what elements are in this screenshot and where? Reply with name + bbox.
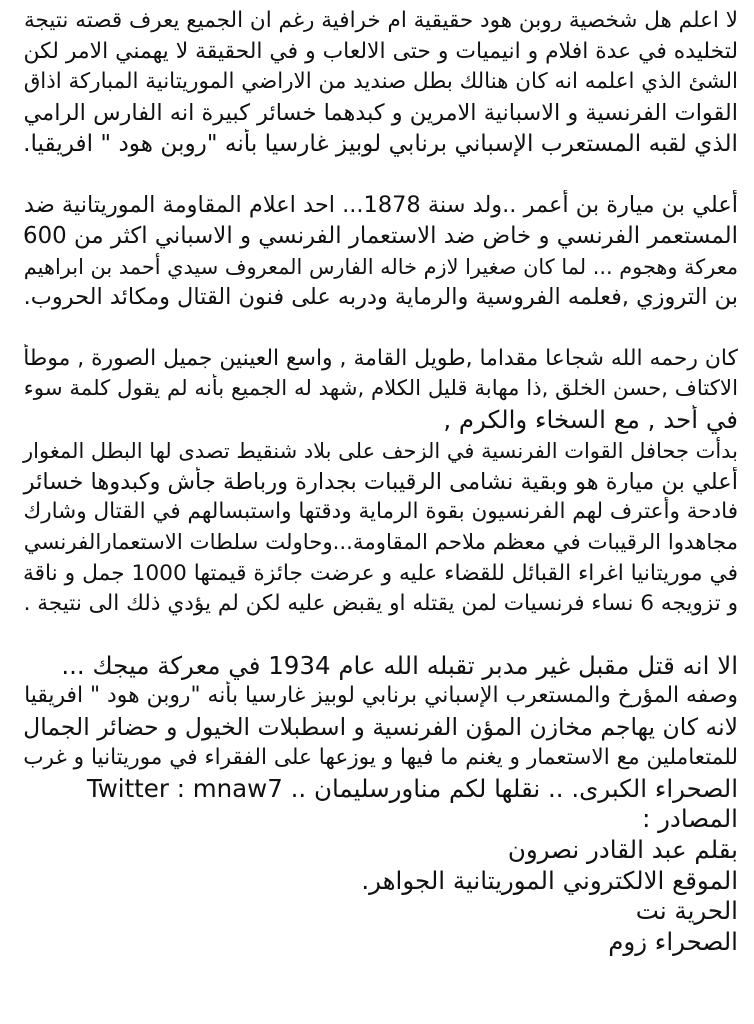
text-line: الاكتاف ,حسن الخلق ,ذا مهابة قليل الكلام ,شهد له الجميع بأنه لم يقول كلمة سوء [23,376,738,402]
text-line: للمتعاملين مع الاستعمار و يغنم ما فيها و يوزعها على الفقراء في موريتانيا و غرب [23,744,738,770]
text-line: و تزويجه 6 نساء فرنسيات لمن يقتله او يقبض عليه لكن لم يؤدي ذلك الى نتيجة . [23,591,738,617]
text-line: الصحراء الكبرى. .. نقلها لكم مناورسليمان .. Twitter : mnaw7 [86,773,738,803]
text-line: المصادر : [642,804,738,834]
paragraph-spacer [16,160,738,191]
text-line: بن التروزي ,فعلمه الفروسية والرماية ودربه على فنون القتال ومكائد الحروب. [23,284,738,311]
text-line: كان رحمه الله شجاعا مقداما ,طويل القامة , واسع العينين جميل الصورة , موطأ [23,345,738,371]
text-line: لا اعلم هل شخصية روبن هود حقيقية ام خرافية رغم ان الجميع يعرف قصته نتيجة [24,8,738,33]
paragraph [16,190,738,313]
text-line: أعلي بن ميارة بن أعمر ..ولد سنة 1878... احد اعلام المقاومة الموريتانية ضد [23,192,738,219]
text-line: الا انه قتل مقبل غير مدبر تقبله الله عام 1934 في معركة ميجك ... [61,650,738,680]
text-line: معركة وهجوم ... لما كان صغيرا لازم خاله الفارس المعروف سيدي أحمد بن ابراهيم [23,254,738,279]
text-line: في أحد , مع السخاء والكرم , [443,405,738,435]
document-body [16,6,738,958]
text-line: مجاهدوا الرقيبات في معظم ملاحم المقاومة...وحاولت سلطات الاستعمارالفرنسي [23,529,738,555]
text-line: المستعمر الفرنسي و خاض ضد الاستعمار الفرنسي و الاسباني اكثر من 600 [23,222,738,249]
paragraph-spacer [16,620,738,651]
paragraph [16,6,738,160]
paragraph-spacer [16,313,738,344]
text-line: فادحة وأعترف لهم الفرنسيون بقوة الرماية ودقتها واستبسالهم في القتال وشارك [23,499,738,525]
text-line: لتخليده في عدة افلام و انيميات و حتى الالعاب و في الحقيقة لا يهمني الامر لكن [23,38,738,64]
text-line: أعلي بن ميارة هو وبقية نشامى الرقيبات بجدارة ورباطة جأش وكبدوها خسائر [23,468,738,495]
text-line: في موريتانيا اغراء القبائل للقضاء عليه و عرضت جائزة قيمتها 1000 جمل و ناقة [23,560,738,586]
text-line: الصحراء زوم [608,927,738,957]
text-line: الحرية نت [635,896,738,926]
text-line: الموقع الالكتروني الموريتانية الجواهر. [361,865,738,895]
paragraph [16,651,738,958]
paragraph [16,344,738,620]
text-line: بدأت جحافل القوات الفرنسية في الزحف على بلاد شنقيط تصدى لها البطل المغوار [23,438,738,463]
text-line: لانه كان يهاجم مخازن المؤن الفرنسية و اسطبلات الخيول و حضائر الجمال [23,713,738,742]
text-line: الذي لقبه المستعرب الإسباني برنابي لوبيز غارسيا بأنه "روبن هود " افريقيا. [23,129,738,157]
text-line: وصفه المؤرخ والمستعرب الإسباني برنابي لوبيز غارسيا بأنه "روبن هود " افريقيا [24,683,738,709]
text-line: الشئ الذي اعلمه انه كان هنالك بطل صنديد من الاراضي الموريتانية المباركة اذاق [23,69,738,95]
text-line: بقلم عبد القادر نصرون [507,834,738,864]
text-line: القوات الفرنسية و الاسبانية الامرين و كبدهما خسائر كبيرة انه الفارس الرامي [23,100,738,127]
